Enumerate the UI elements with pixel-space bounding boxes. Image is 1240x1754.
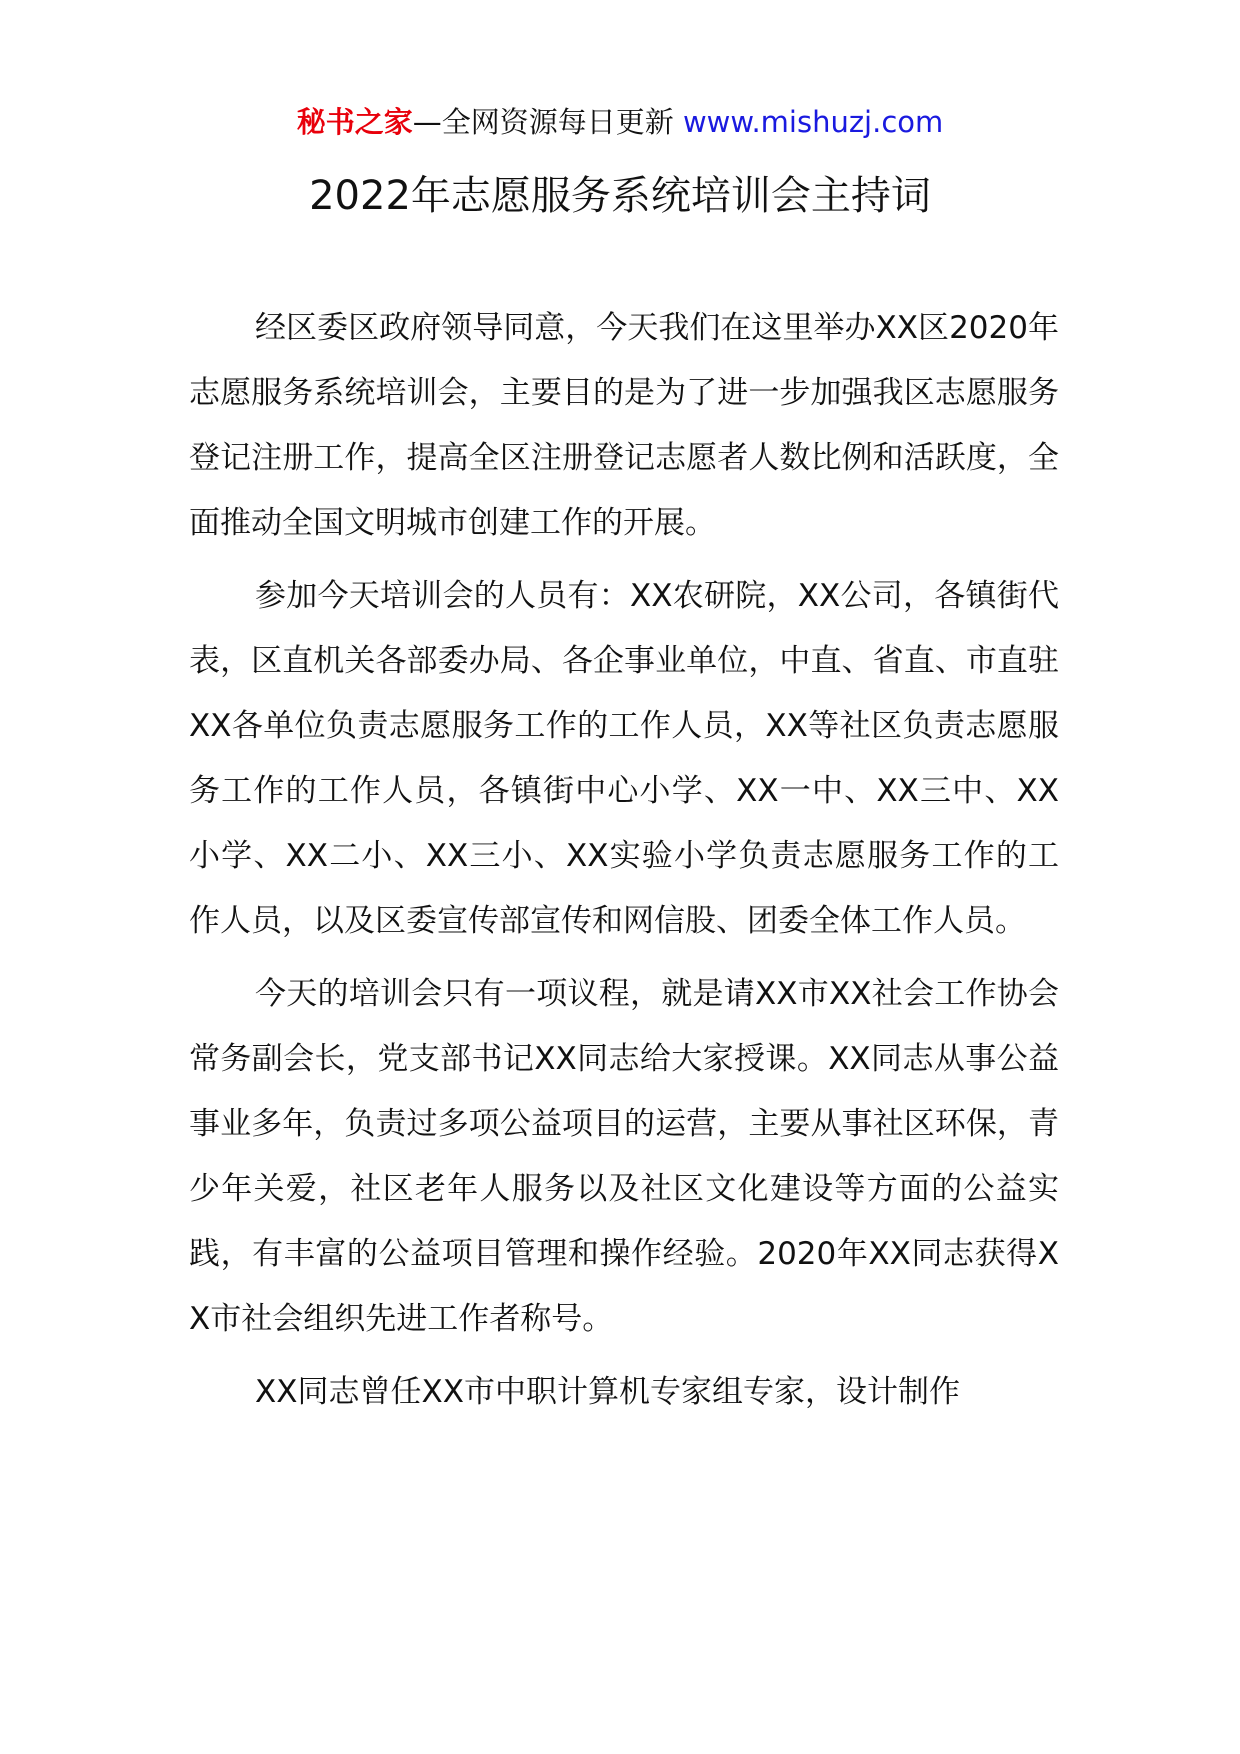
brand-name: 秘书之家 (296, 105, 413, 139)
site-url-link[interactable]: www.mishuzj.com (682, 105, 944, 139)
paragraph-3: 今天的培训会只有一项议程，就是请XX市XX社会工作协会常务副会长，党支部书记XX同志给大家授课。XX同志从事公益事业多年，负责过多项公益项目的运营，主要从事社区环保，青少年关爱，社区老年人服务以及社区文化建设等方面的公益实践，有丰富的公益项目管理和操作经验。2020年XX同志获得XX市社会组织先进工作者称号。 (189, 976, 1059, 1337)
paragraph-2: 参加今天培训会的人员有：XX农研院，XX公司，各镇街代表，区直机关各部委办局、各企事业单位，中直、省直、市直驻XX各单位负责志愿服务工作的工作人员，XX等社区负责志愿服务工作的工作人员，各镇街中心小学、XX一中、XX三中、XX小学、XX二小、XX三小、XX实验小学负责志愿服务工作的工作人员，以及区委宣传部宣传和网信股、团委全体工作人员。 (189, 578, 1059, 939)
document-body (189, 296, 1059, 1433)
banner-tagline: —全网资源每日更新 (412, 105, 674, 139)
site-banner (0, 100, 1240, 144)
paragraph-1: 经区委区政府领导同意，今天我们在这里举办XX区2020年志愿服务系统培训会，主要目的是为了进一步加强我区志愿服务登记注册工作，提高全区注册登记志愿者人数比例和活跃度，全面推动全国文明城市创建工作的开展。 (189, 310, 1059, 541)
document-title: 2022年志愿服务系统培训会主持词 (309, 173, 931, 219)
paragraph-4: XX同志曾任XX市中职计算机专家组专家，设计制作 (255, 1374, 960, 1410)
